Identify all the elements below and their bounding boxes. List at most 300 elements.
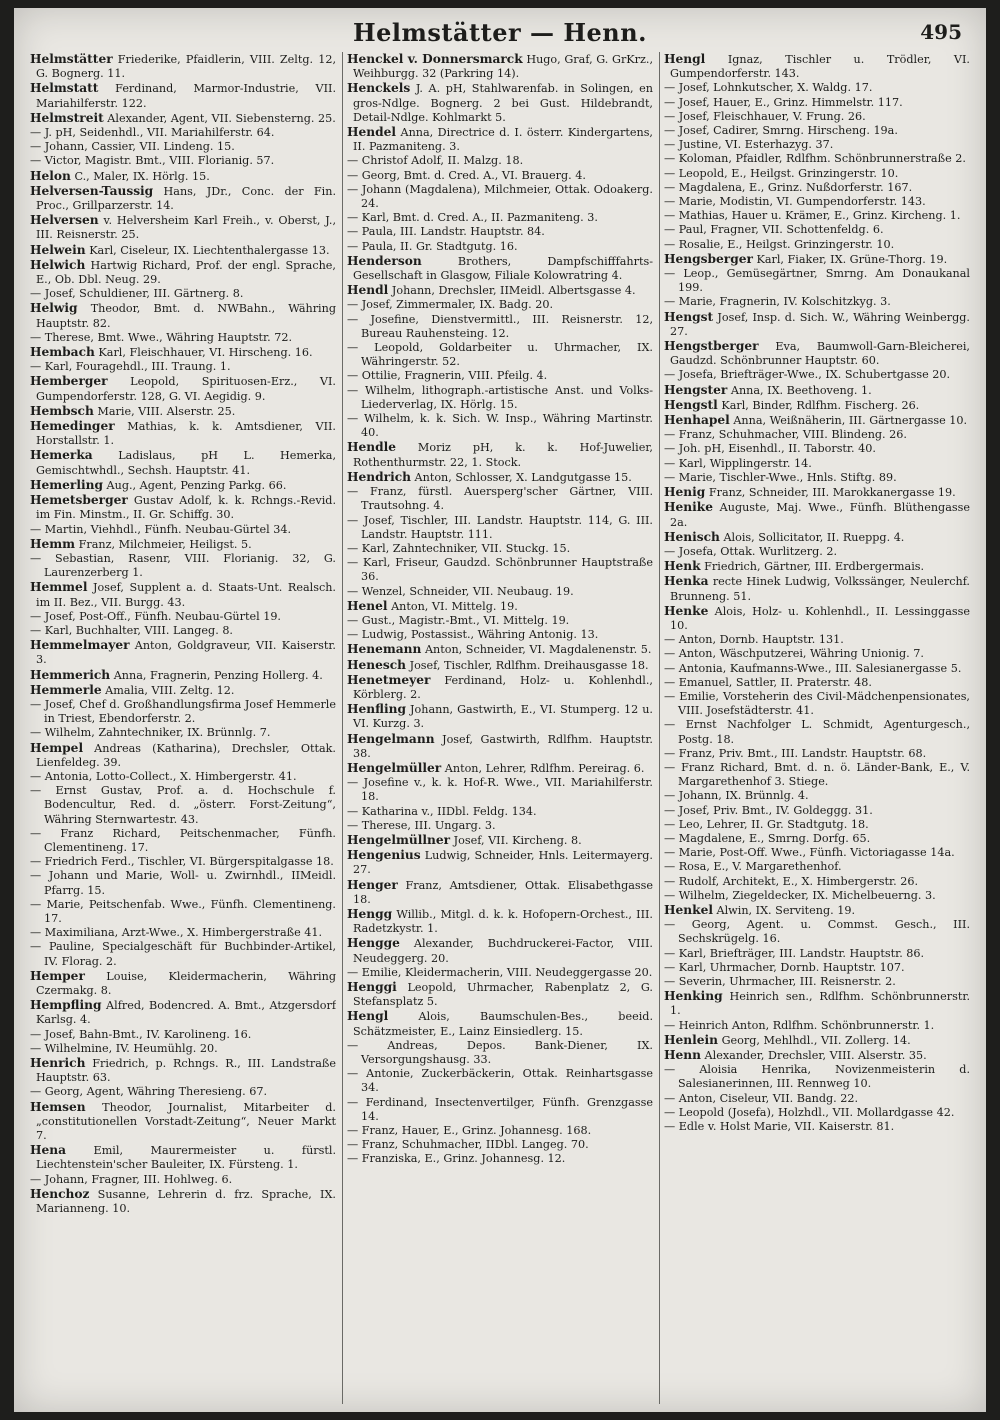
- directory-entry: [347, 732, 653, 761]
- sub-entry: [664, 138, 970, 152]
- directory-page: [14, 8, 986, 1412]
- directory-entry: [347, 81, 653, 125]
- sub-entry: [30, 287, 336, 301]
- entry-details: — Christof Adolf, II. Malzg. 18.: [347, 154, 524, 168]
- entry-details: Franz, Schneider, III. Marokkanergasse 19.: [705, 486, 956, 500]
- entry-surname: Hempfling: [30, 998, 102, 1013]
- directory-entry: [664, 310, 970, 339]
- entry-details: — Emilie, Vorsteherin des Civil-Mädchenpensionates, VIII. Josefstädterstr. 41.: [664, 689, 970, 718]
- entry-surname: Henke: [664, 603, 709, 618]
- sub-entry: [347, 628, 653, 642]
- entry-surname: Henderson: [347, 253, 422, 268]
- entry-details: — Antonia, Lotto-Collect., X. Himbergerstr. 41.: [30, 769, 297, 783]
- entry-surname: Hengelmüllner: [347, 832, 451, 847]
- entry-details: Emil, Maurermeister u. fürstl. Liechtenstein'scher Bauleiter, IX. Fürsteng. 1.: [36, 1144, 336, 1172]
- sub-entry: [664, 975, 970, 989]
- entry-details: — Katharina v., IIDbl. Feldg. 134.: [347, 804, 537, 818]
- entry-details: — Anton, Wäschputzerei, Währing Unionig. 7.: [664, 647, 924, 661]
- entry-details: — Mathias, Hauer u. Krämer, E., Grinz. Kircheng. 1.: [664, 209, 961, 223]
- entry-surname: Hengenius: [347, 848, 421, 863]
- directory-entry: [664, 604, 970, 633]
- entry-surname: Hengelmüller: [347, 760, 442, 775]
- entry-details: — Georg, Agent. u. Commst. Gesch., III. Sechskrügelg. 16.: [664, 918, 970, 946]
- sub-entry: [664, 718, 970, 746]
- directory-entry: [664, 339, 970, 368]
- entry-details: Alexander, Agent, VII. Siebensterng. 25.: [103, 111, 336, 125]
- entry-surname: Hemmelmayer: [30, 638, 130, 653]
- entry-surname: Henike: [664, 500, 713, 515]
- sub-entry: [347, 1152, 653, 1166]
- entry-details: — Therese, III. Ungarg. 3.: [347, 818, 496, 832]
- sub-entry: [30, 770, 336, 784]
- page-header: [14, 16, 986, 56]
- entry-details: Marie, VIII. Alserstr. 25.: [93, 404, 236, 418]
- entry-details: Aug., Agent, Penzing Parkg. 66.: [102, 478, 287, 492]
- entry-details: Anton, Goldgraveur, VII. Kaiserstr. 3.: [36, 639, 336, 667]
- entry-details: — Wilhelmine, IV. Heumühlg. 20.: [30, 1041, 218, 1055]
- entry-details: — Georg, Bmt. d. Cred. A., VI. Brauerg. 4.: [347, 168, 586, 182]
- entry-details: — Maximiliana, Arzt-Wwe., X. Himbergerstraße 41.: [30, 926, 323, 940]
- entry-details: Alois, Sollicitator, II. Rueppg. 4.: [719, 530, 905, 544]
- entry-details: Johann, Drechsler, IIMeidl. Albertsgasse 4.: [388, 284, 636, 298]
- sub-entry: [664, 1063, 970, 1091]
- sub-entry: [347, 169, 653, 183]
- directory-entry: [664, 530, 970, 545]
- sub-entry: [30, 523, 336, 537]
- sub-entry: [30, 610, 336, 624]
- entry-details: — Wilhelm, lithograph.-artistische Anst. und Volks-Liederverlag, IX. Hörlg. 15.: [347, 383, 653, 411]
- entry-details: Karl, Fiaker, IX. Grüne-Thorg. 19.: [752, 252, 948, 266]
- entry-details: Josef, Supplent a. d. Staats-Unt. Realsch. im II. Bez., VII. Burgg. 43.: [36, 581, 336, 609]
- sub-entry: [664, 195, 970, 209]
- sub-entry: [347, 1096, 653, 1124]
- sub-entry: [347, 542, 653, 556]
- entry-surname: Hembsch: [30, 403, 94, 418]
- sub-entry: [664, 961, 970, 975]
- entry-details: — Karl, Bmt. d. Cred. A., II. Pazmaniteng. 3.: [347, 211, 598, 225]
- entry-surname: Henckels: [347, 81, 411, 96]
- entry-details: — Karl, Friseur, Gaudzd. Schönbrunner Hauptstraße 36.: [347, 556, 653, 584]
- entry-details: Moriz pH, k. k. Hof-Juwelier, Rothenthurmstr. 22, 1. Stock.: [353, 441, 653, 469]
- directory-entry: [30, 169, 336, 184]
- sub-entry: [664, 110, 970, 124]
- sub-entry: [664, 846, 970, 860]
- entry-surname: Henisch: [664, 529, 720, 544]
- entry-surname: Hemmerle: [30, 682, 102, 697]
- directory-entry: [30, 1056, 336, 1085]
- sub-entry: [664, 818, 970, 832]
- entry-details: — Anton, Ciseleur, VII. Bandg. 22.: [664, 1091, 859, 1105]
- entry-details: Josef, Gastwirth, Rdlfhm. Hauptstr. 38.: [353, 732, 653, 760]
- entry-surname: Henn: [664, 1048, 701, 1063]
- directory-entry: [30, 1187, 336, 1216]
- page-title: Helmstätter — Henn.: [352, 18, 648, 47]
- sub-entry: [347, 1067, 653, 1095]
- column-1: [30, 52, 336, 1404]
- entry-surname: Hendle: [347, 440, 397, 455]
- entry-details: — Paula, II. Gr. Stadtgutg. 16.: [347, 239, 518, 253]
- sub-entry: [30, 624, 336, 638]
- entry-details: Anton, VI. Mittelg. 19.: [387, 599, 518, 613]
- entry-details: — Josef, Post-Off., Fünfh. Neubau-Gürtel 19.: [30, 609, 281, 623]
- entry-details: — Leo, Lehrer, II. Gr. Stadtgutg. 18.: [664, 817, 869, 831]
- directory-entry: [664, 500, 970, 529]
- entry-details: — Josef, Zimmermaler, IX. Badg. 20.: [347, 298, 554, 312]
- entry-details: Franz, Milchmeier, Heiligst. 5.: [75, 537, 252, 551]
- sub-entry: [347, 556, 653, 584]
- entry-details: — Wilhelm, Ziegeldecker, IX. Michelbeuerng. 3.: [664, 888, 936, 902]
- entry-details: — Johann, Cassier, VII. Lindeng. 15.: [30, 140, 235, 154]
- entry-surname: Henka: [664, 574, 709, 589]
- directory-entry: [664, 485, 970, 500]
- entry-details: Eva, Baumwoll-Garn-Bleicherei, Gaudzd. Schönbrunner Hauptstr. 60.: [670, 340, 970, 368]
- entry-surname: Helwig: [30, 301, 78, 316]
- directory-entry: [30, 213, 336, 242]
- entry-details: — Karl, Buchhalter, VIII. Langeg. 8.: [30, 623, 233, 637]
- entry-surname: Henetmeyer: [347, 672, 431, 687]
- sub-entry: [30, 784, 336, 827]
- entry-details: Louise, Kleidermacherin, Währing Czermakg. 8.: [36, 969, 336, 997]
- sub-entry: [347, 614, 653, 628]
- sub-entry: [30, 898, 336, 926]
- entry-details: — Josef, Schuldiener, III. Gärtnerg. 8.: [30, 287, 244, 301]
- entry-details: — Marie, Modistin, VI. Gumpendorferstr. 143.: [664, 195, 926, 209]
- entry-details: — Josef, Hauer, E., Grinz. Himmelstr. 117.: [664, 95, 903, 109]
- entry-details: Heinrich sen., Rdlfhm. Schönbrunnerstr. 1.: [670, 990, 970, 1018]
- entry-details: — Josef, Fleischhauer, V. Frung. 26.: [664, 109, 866, 123]
- entry-details: — Leopold, E., Heilgst. Grinzingerstr. 10.: [664, 166, 899, 180]
- entry-details: — Therese, Bmt. Wwe., Währing Hauptstr. 72.: [30, 330, 293, 344]
- entry-details: — Josefine, Dienstvermittl., III. Reisnerstr. 12, Bureau Rauhensteing. 12.: [347, 312, 653, 340]
- sub-entry: [664, 647, 970, 661]
- entry-surname: Helmstatt: [30, 81, 99, 96]
- entry-details: — Joh. pH, Eisenhdl., II. Taborstr. 40.: [664, 442, 876, 456]
- entry-surname: Hemmerich: [30, 667, 111, 682]
- sub-entry: [30, 869, 336, 897]
- entry-surname: Hengsberger: [664, 251, 753, 266]
- entry-details: — Josef, Bahn-Bmt., IV. Karolineng. 16.: [30, 1027, 252, 1041]
- directory-entry: [30, 741, 336, 770]
- entry-details: J. A. pH, Stahlwarenfab. in Solingen, en gros-Ndlge. Bognerg. 2 bei Gust. Hildebrandt, Detail-Ndlge. Kohlmarkt 5.: [353, 82, 653, 124]
- entry-details: — Josef, Chef d. Großhandlungsfirma Josef Hemmerle in Triest, Ebendorferstr. 2.: [30, 697, 336, 726]
- sub-entry: [347, 298, 653, 312]
- entry-details: — Franziska, E., Grinz. Johannesg. 12.: [347, 1152, 566, 1166]
- entry-details: Ladislaus, pH L. Hemerka, Gemischtwhdl., Sechsh. Hauptstr. 41.: [36, 449, 336, 477]
- entry-surname: Henesch: [347, 657, 407, 672]
- sub-entry: [347, 211, 653, 225]
- sub-entry: [664, 875, 970, 889]
- entry-surname: Hendel: [347, 125, 397, 140]
- entry-details: — J. pH, Seidenhdl., VII. Mariahilferstr. 64.: [30, 126, 275, 140]
- entry-details: — Wilhelm, Zahntechniker, IX. Brünnlg. 7.: [30, 726, 271, 740]
- sub-entry: [347, 1124, 653, 1138]
- entry-surname: Henking: [664, 989, 723, 1004]
- entry-details: — Karl, Briefträger, III. Landstr. Hauptstr. 86.: [664, 946, 925, 960]
- directory-entry: [30, 683, 336, 698]
- directory-entry: [30, 374, 336, 403]
- sub-entry: [664, 295, 970, 309]
- entry-details: — Marie, Tischler-Wwe., Hnls. Stiftg. 89.: [664, 470, 897, 484]
- entry-details: Karl, Binder, Rdlfhm. Fischerg. 26.: [717, 398, 920, 412]
- entry-details: — Franz, Schuhmacher, VIII. Blindeng. 26.: [664, 428, 907, 442]
- sub-entry: [30, 698, 336, 726]
- entry-details: Leopold, Spirituosen-Erz., VI. Gumpendorferstr. 128, G. VI. Aegidig. 9.: [36, 375, 336, 403]
- entry-surname: Hena: [30, 1143, 67, 1158]
- entry-details: Alois, Holz- u. Kohlenhdl., II. Lessinggasse 10.: [670, 604, 970, 632]
- sub-entry: [664, 545, 970, 559]
- entry-details: — Karl, Fouragehdl., III. Traung. 1.: [30, 360, 231, 374]
- entry-surname: Hengelmann: [347, 731, 435, 746]
- entry-details: Theodor, Bmt. d. NWBahn., Währing Hauptstr. 82.: [36, 302, 336, 330]
- sub-entry: [347, 966, 653, 980]
- sub-entry: [664, 662, 970, 676]
- sub-entry: [347, 1039, 653, 1067]
- entry-surname: Hemper: [30, 968, 85, 983]
- sub-entry: [347, 776, 653, 804]
- entry-surname: Hendrich: [347, 469, 411, 484]
- directory-entry: [664, 383, 970, 398]
- sub-entry: [664, 918, 970, 946]
- directory-entry: [664, 52, 970, 81]
- sub-entry: [347, 154, 653, 168]
- directory-entry: [30, 638, 336, 667]
- sub-entry: [30, 552, 336, 580]
- sub-entry: [347, 412, 653, 440]
- entry-details: — Ernst Nachfolger L. Schmidt, Agenturgesch., Postg. 18.: [664, 718, 970, 746]
- entry-details: — Josef, Lohnkutscher, X. Waldg. 17.: [664, 81, 873, 95]
- sub-entry: [30, 360, 336, 374]
- directory-entry: [664, 903, 970, 918]
- sub-entry: [664, 368, 970, 382]
- entry-details: Willib., Mitgl. d. k. k. Hofopern-Orchest., III. Radetzkystr. 1.: [353, 907, 653, 936]
- entry-details: Anna, Weißnäherin, III. Gärtnergasse 10.: [729, 414, 968, 428]
- sub-entry: [664, 471, 970, 485]
- directory-entry: [30, 111, 336, 126]
- entry-details: Johann, Gastwirth, E., VI. Stumperg. 12 u. VI. Kurzg. 3.: [353, 703, 653, 731]
- entry-details: — Johann (Magdalena), Milchmeier, Ottak. Odoakerg. 24.: [347, 182, 653, 211]
- entry-surname: Henrich: [30, 1056, 86, 1071]
- directory-entry: [347, 599, 653, 614]
- entry-details: Anna, IX. Beethoveng. 1.: [727, 383, 872, 397]
- entry-details: Anton, Schneider, VI. Magdalenenstr. 5.: [421, 643, 652, 657]
- directory-entry: [664, 1033, 970, 1048]
- entry-details: Alexander, Drechsler, VIII. Alserstr. 35.: [701, 1049, 927, 1063]
- directory-entry: [347, 52, 653, 81]
- directory-entry: [347, 440, 653, 469]
- entry-surname: Hemmel: [30, 580, 88, 595]
- entry-surname: Henk: [664, 559, 701, 574]
- entry-surname: Hemerka: [30, 448, 93, 463]
- sub-entry: [347, 240, 653, 254]
- directory-entry: [347, 254, 653, 283]
- sub-entry: [30, 926, 336, 940]
- directory-entry: [347, 702, 653, 731]
- entry-details: — Josef, Priv. Bmt., IV. Goldeggg. 31.: [664, 803, 873, 817]
- entry-details: — Rosalie, E., Heilgst. Grinzingerstr. 10.: [664, 237, 895, 251]
- entry-details: — Franz, fürstl. Auersperg'scher Gärtner, VIII. Trautsohng. 4.: [347, 485, 653, 513]
- entry-surname: Henkel: [664, 902, 713, 917]
- entry-details: — Paula, III. Landstr. Hauptstr. 84.: [347, 225, 545, 239]
- entry-details: — Johann, IX. Brünnlg. 4.: [664, 789, 809, 803]
- entry-surname: Hengstberger: [664, 339, 759, 354]
- entry-surname: Hemsen: [30, 1099, 86, 1114]
- sub-entry: [30, 827, 336, 855]
- sub-entry: [664, 761, 970, 789]
- entry-surname: Hengstl: [664, 397, 718, 412]
- sub-entry: [664, 238, 970, 252]
- entry-details: — Josef, Tischler, III. Landstr. Hauptstr. 114, G. III. Landstr. Hauptstr. 111.: [347, 513, 653, 541]
- directory-entry: [30, 184, 336, 213]
- sub-entry: [347, 341, 653, 369]
- entry-details: Alwin, IX. Serviteng. 19.: [712, 903, 856, 917]
- directory-entry: [347, 936, 653, 965]
- entry-surname: Hempel: [30, 740, 84, 755]
- entry-details: Josef, VII. Kircheng. 8.: [450, 833, 582, 847]
- entry-surname: Hemedinger: [30, 419, 115, 434]
- directory-entry: [664, 1048, 970, 1063]
- sub-entry: [664, 223, 970, 237]
- entry-details: — Paul, Fragner, VII. Schottenfeldg. 6.: [664, 223, 884, 237]
- entry-details: — Anton, Dornb. Hauptstr. 131.: [664, 633, 844, 647]
- sub-entry: [664, 152, 970, 166]
- entry-details: — Severin, Uhrmacher, III. Reisnerstr. 2.: [664, 975, 896, 988]
- entry-details: Gustav Adolf, k. k. Rchngs.-Revid. im Fin. Minstm., II. Gr. Schiffg. 30.: [36, 494, 336, 522]
- sub-entry: [347, 384, 653, 412]
- entry-details: — Marie, Peitschenfab. Wwe., Fünfh. Clementineng. 17.: [30, 897, 336, 925]
- entry-details: — Georg, Agent, Währing Theresieng. 67.: [30, 1085, 268, 1099]
- entry-surname: Henig: [664, 485, 706, 500]
- directory-entry: [30, 998, 336, 1027]
- entry-details: — Gust., Magistr.-Bmt., VI. Mittelg. 19.: [347, 613, 570, 627]
- directory-entry: [347, 878, 653, 907]
- entry-details: — Franz Richard, Bmt. d. n. ö. Länder-Bank, E., V. Margarethenhof 3. Stiege.: [664, 760, 970, 789]
- entry-details: — Heinrich Anton, Rdlfhm. Schönbrunnerstr. 1.: [664, 1018, 935, 1032]
- entry-details: C., Maler, IX. Hörlg. 15.: [70, 169, 210, 183]
- entry-details: — Franz Richard, Peitschenmacher, Fünfh. Clementineng. 17.: [30, 826, 336, 854]
- entry-details: — Marie, Fragnerin, IV. Kolschitzkyg. 3.: [664, 295, 891, 309]
- sub-entry: [664, 747, 970, 761]
- entry-details: Josef, Tischler, Rdlfhm. Dreihausgasse 18.: [406, 658, 649, 672]
- entry-surname: Helon: [30, 168, 71, 183]
- entry-surname: Henlein: [664, 1032, 719, 1047]
- column-3: [659, 52, 970, 1404]
- directory-entry: [664, 252, 970, 267]
- column-2: [342, 52, 653, 1404]
- entry-surname: Helwich: [30, 257, 86, 272]
- sub-entry: [664, 889, 970, 903]
- sub-entry: [664, 804, 970, 818]
- directory-entry: [664, 398, 970, 413]
- directory-entry: [30, 448, 336, 477]
- entry-details: Josef, Insp. d. Sich. W., Währing Weinbergg. 27.: [670, 310, 970, 338]
- entry-details: Karl, Fleischhauer, VI. Hirscheng. 16.: [94, 346, 313, 360]
- entry-details: — Aloisia Henrika, Novizenmeisterin d. Salesianerinnen, III. Rennweg 10.: [664, 1063, 970, 1091]
- sub-entry: [664, 181, 970, 195]
- sub-entry: [30, 126, 336, 140]
- entry-surname: Helmstreit: [30, 110, 104, 125]
- directory-entry: [347, 673, 653, 702]
- directory-entry: [30, 580, 336, 609]
- entry-details: — Rudolf, Architekt, E., X. Himbergerstr. 26.: [664, 874, 919, 888]
- sub-entry: [347, 585, 653, 599]
- sub-entry: [30, 140, 336, 154]
- sub-entry: [664, 209, 970, 223]
- entry-details: Amalia, VIII. Zeltg. 12.: [101, 683, 235, 697]
- sub-entry: [347, 1138, 653, 1152]
- entry-details: — Karl, Zahntechniker, VII. Stuckg. 15.: [347, 541, 571, 555]
- entry-details: Ludwig, Schneider, Hnls. Leitermayerg. 27.: [353, 849, 653, 877]
- entry-surname: Helwein: [30, 242, 86, 257]
- sub-entry: [664, 96, 970, 110]
- directory-entry: [347, 283, 653, 298]
- entry-surname: Henemann: [347, 642, 422, 657]
- directory-entry: [30, 1143, 336, 1172]
- sub-entry: [664, 1019, 970, 1033]
- entry-details: — Koloman, Pfaidler, Rdlfhm. Schönbrunnerstraße 2.: [664, 152, 966, 166]
- entry-details: — Friedrich Ferd., Tischler, VI. Bürgerspitalgasse 18.: [30, 855, 334, 869]
- entry-surname: Hengl: [664, 52, 706, 66]
- entry-details: Leopold, Uhrmacher, Rabenplatz 2, G. Stefansplatz 5.: [353, 981, 653, 1009]
- sub-entry: [30, 940, 336, 968]
- entry-details: Friedrich, Gärtner, III. Erdbergermais.: [700, 560, 925, 574]
- entry-surname: Henggi: [347, 980, 397, 994]
- sub-entry: [664, 1120, 970, 1134]
- sub-entry: [664, 167, 970, 181]
- directory-entry: [664, 559, 970, 574]
- entry-details: — Martin, Viehhdl., Fünfh. Neubau-Gürtel 34.: [30, 522, 292, 536]
- entry-details: — Rosa, E., V. Margarethenhof.: [664, 860, 842, 874]
- entry-details: — Pauline, Specialgeschäft für Buchbinder-Artikel, IV. Florag. 2.: [30, 940, 336, 968]
- directory-entry: [30, 537, 336, 552]
- directory-entry: [347, 470, 653, 485]
- entry-surname: Henckel v. Donnersmarck: [347, 52, 523, 66]
- entry-details: — Antonie, Zuckerbäckerin, Ottak. Reinhartsgasse 34.: [347, 1067, 653, 1095]
- directory-entry: [30, 478, 336, 493]
- sub-entry: [347, 183, 653, 211]
- sub-entry: [347, 313, 653, 341]
- entry-details: — Ludwig, Postassist., Währing Antonig. 13.: [347, 628, 599, 642]
- entry-details: — Franz, Hauer, E., Grinz. Johannesg. 168.: [347, 1124, 592, 1138]
- entry-details: Friedrich, p. Rchngs. R., III. Landstraße Hauptstr. 63.: [36, 1057, 336, 1085]
- entry-surname: Helversen-Taussig: [30, 183, 154, 198]
- sub-entry: [664, 789, 970, 803]
- entry-details: Brothers, Dampfschifffahrts-Gesellschaft in Glasgow, Filiale Kolowratring 4.: [353, 254, 653, 283]
- entry-details: — Ottilie, Fragnerin, VIII. Pfeilg. 4.: [347, 369, 548, 383]
- entry-details: — Josefa, Ottak. Wurlitzerg. 2.: [664, 544, 838, 558]
- sub-entry: [664, 124, 970, 138]
- directory-entry: [30, 81, 336, 110]
- sub-entry: [347, 225, 653, 239]
- entry-details: Ferdinand, Marmor-Industrie, VII. Mariahilferstr. 122.: [36, 82, 336, 110]
- sub-entry: [30, 1042, 336, 1056]
- entry-surname: Hengge: [347, 936, 400, 951]
- sub-entry: [664, 442, 970, 456]
- sub-entry: [347, 514, 653, 542]
- entry-details: — Marie, Post-Off. Wwe., Fünfh. Victoriagasse 14a.: [664, 846, 955, 860]
- page-number: 495: [920, 20, 962, 44]
- entry-surname: Hemetsberger: [30, 493, 128, 508]
- entry-details: recte Hinek Ludwig, Volkssänger, Neulerchf. Brunneng. 51.: [670, 575, 970, 603]
- sub-entry: [30, 855, 336, 869]
- entry-surname: Henhapel: [664, 413, 730, 428]
- sub-entry: [664, 676, 970, 690]
- directory-entry: [347, 833, 653, 848]
- directory-entry: [30, 419, 336, 448]
- entry-details: Anna, Fragnerin, Penzing Hollerg. 4.: [110, 668, 323, 682]
- entry-details: Hartwig Richard, Prof. der engl. Sprache, E., Ob. Dbl. Neug. 29.: [36, 258, 336, 287]
- entry-details: — Leopold (Josefa), Holzhdl., VII. Mollardgasse 42.: [664, 1105, 955, 1119]
- entry-surname: Henchoz: [30, 1186, 90, 1201]
